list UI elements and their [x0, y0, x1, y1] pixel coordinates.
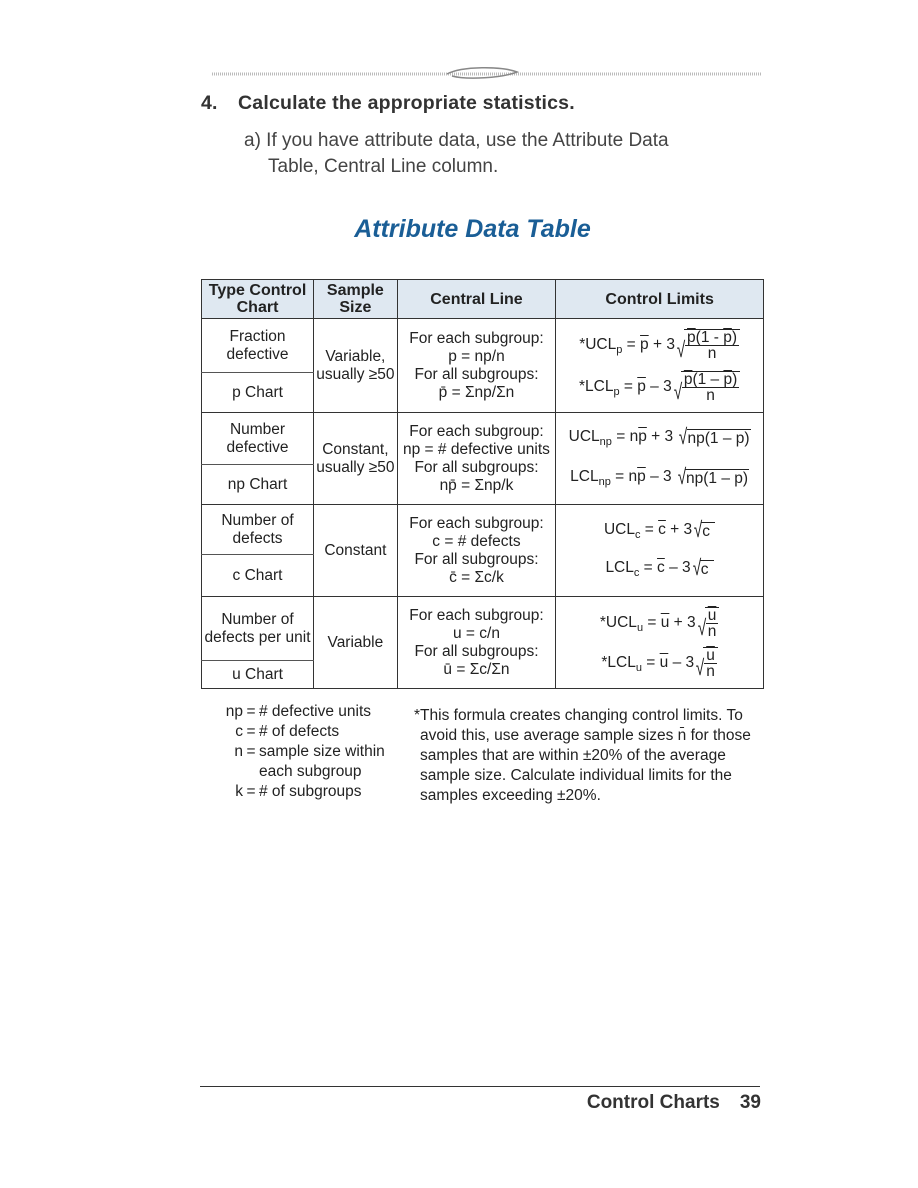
central-line-text: np̄ = Σnp/k	[439, 476, 514, 494]
type-cell: Number of defects per unit	[202, 597, 314, 661]
central-line-text: ū = Σc/Σn	[443, 660, 510, 678]
sample-size-cell: Constant	[314, 505, 398, 597]
page-number: 39	[739, 1092, 761, 1113]
footnote	[414, 706, 774, 806]
page-footer	[587, 1092, 761, 1114]
type-cell: Fraction defective	[202, 319, 314, 373]
table-row	[202, 413, 764, 465]
central-line-text: u = c/n	[452, 624, 500, 642]
control-limits-cell	[556, 319, 764, 413]
lcl-formula: $LCL_c = \overline{c} - 3$ √ c	[605, 557, 713, 582]
control-limits-cell	[556, 597, 764, 689]
step-title-text: Calculate the appropriate statistics.	[238, 92, 575, 114]
decorative-divider	[212, 64, 762, 86]
central-line-cell	[397, 413, 556, 505]
central-line-text: c̄ = Σc/k	[449, 568, 504, 586]
step-number: 4.	[201, 92, 218, 114]
table-title: Attribute Data Table	[354, 215, 591, 243]
header-central-line: Central Line	[397, 280, 556, 319]
central-line-text: For each subgroup:	[409, 329, 544, 347]
central-line-text: For all subgroups:	[414, 642, 539, 660]
type-cell: Number of defects	[202, 505, 314, 555]
substep-line-2: Table, Central Line column.	[268, 156, 499, 177]
section-title: Control Charts	[586, 1092, 720, 1113]
attribute-data-table	[201, 279, 764, 689]
ucl-formula: $UCL_c = \overline{c} + 3$ √ c	[604, 519, 715, 544]
ucl-formula: $UCL_{np} = n\overline{p} + 3$ √ $n\overline{p}(1 - \overline{p})$	[568, 424, 750, 450]
ucl-formula: $*UCL_u = \overline{u} + 3$ √ $\frac{u}{n}$	[600, 607, 719, 639]
ucl-formula: $*UCL_p = \overline{p} + 3$ √ $\frac{p(1 - \overline{p})}{n}$	[579, 329, 740, 361]
legend-key: k	[235, 783, 243, 800]
central-line-text: For all subgroups:	[414, 458, 539, 476]
central-line-text: For each subgroup:	[409, 422, 544, 440]
substep-line-1: a) If you have attribute data, use the Attribute Data	[244, 130, 669, 151]
legend-item: n = sample size within each subgroup	[203, 742, 385, 782]
central-line-text: p̄ = Σnp/Σn	[438, 383, 515, 401]
sample-size-cell: Variable	[314, 597, 398, 689]
central-line-text: p = np/n	[448, 347, 505, 365]
lcl-formula: $*LCL_u = \overline{u} - 3$ √ $\frac{u}{n}$	[601, 647, 717, 679]
lcl-formula: $LCL_{np} = n\overline{p} - 3$ √ $n\overline{p}(1 - \overline{p})$	[570, 463, 749, 489]
table-row	[202, 597, 764, 661]
legend-item: c = # of defects	[203, 722, 385, 742]
legend-value: # of subgroups	[259, 783, 362, 800]
legend-item: np = # defective units	[203, 702, 385, 722]
substep-text	[244, 128, 764, 180]
legend-key: np	[225, 703, 243, 720]
legend-item: k = # of subgroups	[203, 782, 385, 802]
footer-divider	[200, 1086, 760, 1087]
sample-size-cell: Variable, usually ≥50	[314, 319, 398, 413]
footnote-marker: *	[414, 707, 421, 724]
central-line-text: For each subgroup:	[409, 514, 544, 532]
header-type-control-chart: Type Control Chart	[202, 280, 314, 319]
central-line-text: np = # defective units	[403, 440, 550, 458]
symbol-legend	[203, 702, 385, 802]
central-line-text: c = # defects	[432, 532, 521, 550]
type-cell: Number defective	[202, 413, 314, 465]
legend-value: # of defects	[259, 723, 340, 740]
legend-key: n	[234, 743, 243, 760]
header-control-limits: Control Limits	[556, 280, 764, 319]
step-heading	[201, 92, 575, 115]
chart-name-cell: p Chart	[202, 373, 314, 413]
control-limits-cell	[556, 413, 764, 505]
lcl-formula: $*LCL_p = \overline{p} - 3$ √ $\frac{p(1 - \overline{p})}{n}$	[579, 371, 740, 403]
sample-size-cell: Constant, usually ≥50	[314, 413, 398, 505]
table-header-row	[202, 280, 764, 319]
central-line-text: For all subgroups:	[414, 550, 539, 568]
central-line-cell	[397, 597, 556, 689]
legend-value: # defective units	[259, 703, 372, 720]
central-line-cell	[397, 319, 556, 413]
chart-name-cell: np Chart	[202, 465, 314, 505]
central-line-text: For each subgroup:	[409, 606, 544, 624]
central-line-text: For all subgroups:	[414, 365, 539, 383]
control-limits-cell	[556, 505, 764, 597]
table-row	[202, 505, 764, 555]
table-row	[202, 319, 764, 373]
header-sample-size: Sample Size	[314, 280, 398, 319]
legend-value: sample size within each subgroup	[259, 743, 385, 780]
chart-name-cell: u Chart	[202, 661, 314, 689]
legend-key: c	[235, 723, 243, 740]
footnote-text: This formula creates changing control limits. To avoid this, use average sample sizes n̄ for those samples that are within ±20% of the average sample size. Calculate individual limits for the samples exceeding ±20%.	[420, 707, 751, 804]
central-line-cell	[397, 505, 556, 597]
chart-name-cell: c Chart	[202, 555, 314, 597]
